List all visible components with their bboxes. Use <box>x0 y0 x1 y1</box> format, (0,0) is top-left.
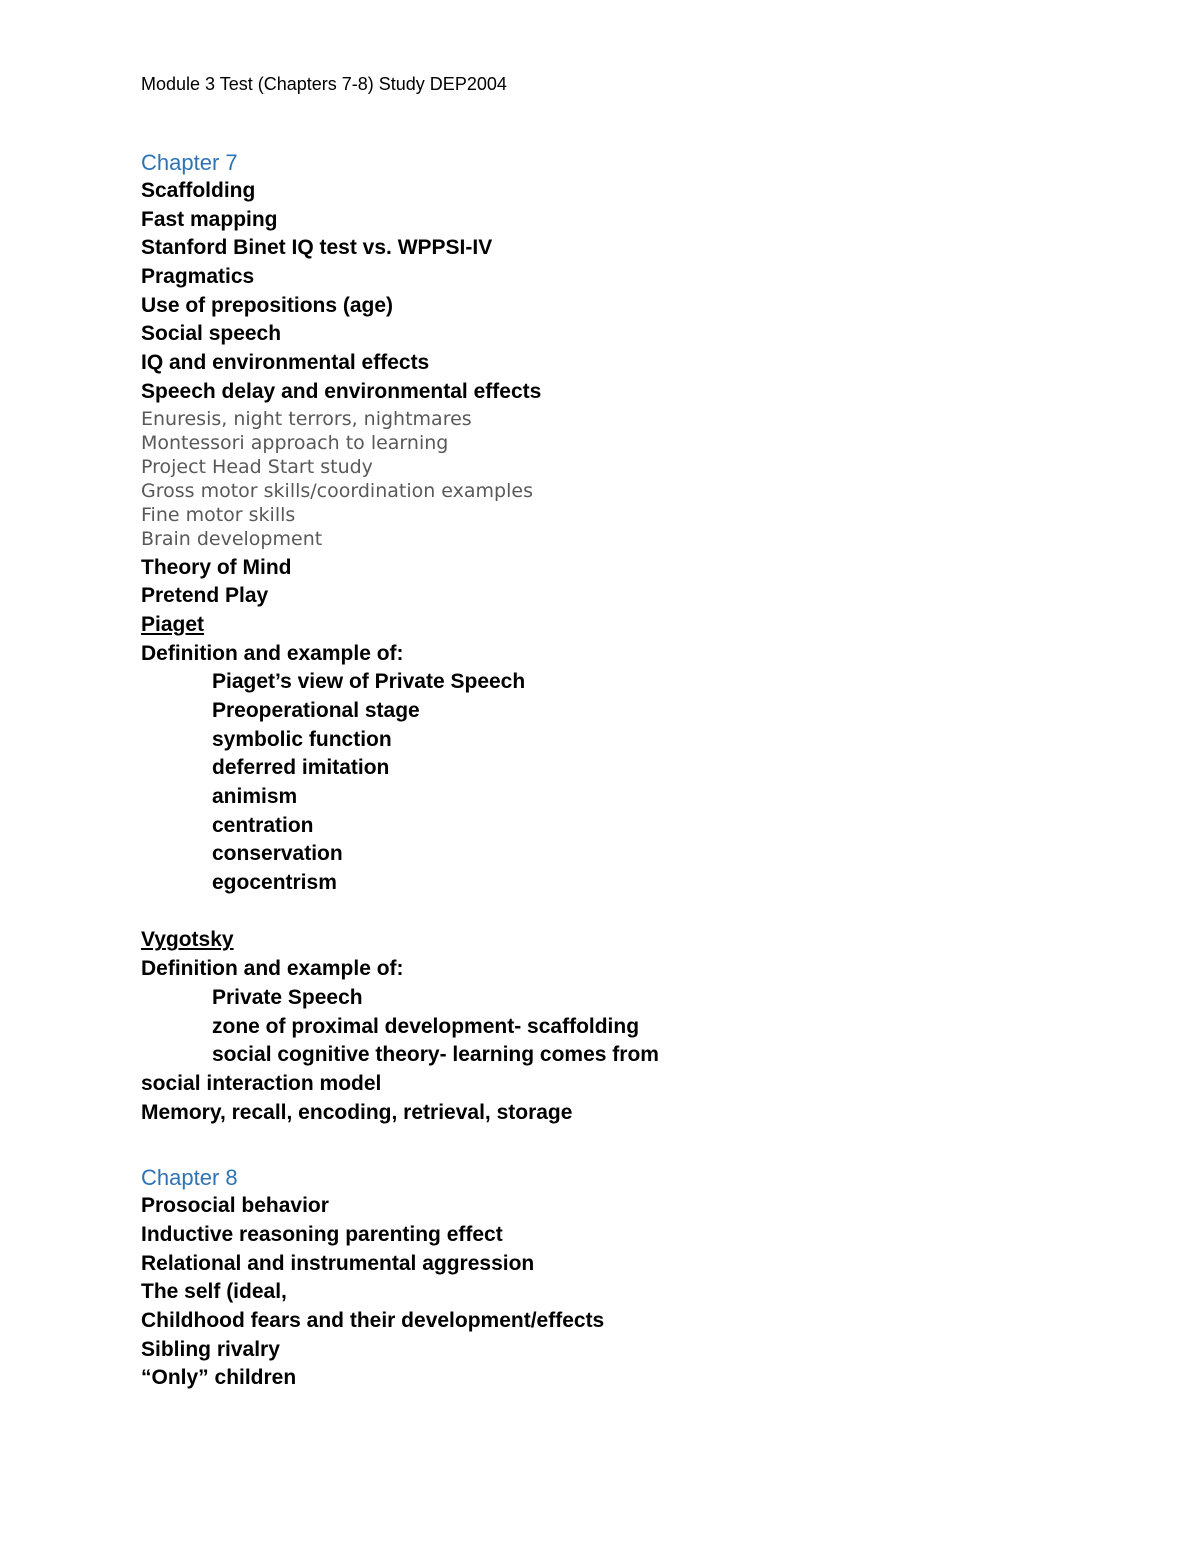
list-item: “Only” children <box>141 1366 297 1390</box>
piaget-heading: Piaget <box>141 612 205 636</box>
chapter-7-heading: Chapter 7 <box>141 150 238 175</box>
list-item: Sibling rivalry <box>141 1337 280 1361</box>
list-item: Stanford Binet IQ test vs. WPPSI-IV <box>141 236 493 260</box>
chapter-8-heading: Chapter 8 <box>141 1165 238 1191</box>
piaget-subitem: egocentrism <box>212 871 337 895</box>
list-item: Pragmatics <box>141 265 255 289</box>
list-item: Relational and instrumental aggression <box>141 1251 535 1275</box>
list-item: Childhood fears and their development/effects <box>141 1309 605 1332</box>
document-content <box>141 148 1101 1393</box>
piaget-subitem: animism <box>212 785 298 808</box>
piaget-subitem: centration <box>212 813 314 837</box>
piaget-subitem: deferred imitation <box>212 756 390 780</box>
gray-list-item: Enuresis, night terrors, nightmares <box>141 407 472 430</box>
piaget-subitem: Piaget’s view of Private Speech <box>212 670 526 694</box>
vygotsky-subitem: Private Speech <box>212 985 363 1009</box>
vygotsky-intro: Definition and example of: <box>141 957 404 981</box>
list-item: Speech delay and environmental effects <box>141 379 542 403</box>
piaget-subitem: conservation <box>212 842 343 866</box>
list-item: Fast mapping <box>141 207 278 231</box>
list-item: The self (ideal, <box>141 1280 287 1304</box>
gray-list-item: Fine motor skills <box>141 503 296 526</box>
list-item: Use of prepositions (age) <box>141 293 394 317</box>
list-item: Scaffolding <box>141 179 256 202</box>
gray-list-item: Brain development <box>141 527 323 550</box>
list-item: Pretend Play <box>141 584 269 608</box>
list-item: Theory of Mind <box>141 555 292 579</box>
vygotsky-subitem: social cognitive theory- learning comes from <box>212 1043 659 1067</box>
gray-list-item: Montessori approach to learning <box>141 431 449 454</box>
gray-list-item: Gross motor skills/coordination examples <box>141 479 533 502</box>
list-item: Social speech <box>141 322 282 346</box>
list-item: social interaction model <box>141 1071 382 1095</box>
blank-line <box>141 898 1101 927</box>
list-item: Inductive reasoning parenting effect <box>141 1222 503 1246</box>
vygotsky-subitem: zone of proximal development- scaffolding <box>212 1014 640 1038</box>
vygotsky-heading: Vygotsky <box>141 928 234 952</box>
piaget-subitem: Preoperational stage <box>212 698 420 722</box>
gray-list-item: Project Head Start study <box>141 455 373 478</box>
list-item: Prosocial behavior <box>141 1194 329 1218</box>
document-title: Module 3 Test (Chapters 7-8) Study DEP2004 <box>141 74 507 94</box>
list-item: Memory, recall, encoding, retrieval, storage <box>141 1100 573 1124</box>
blank-line <box>141 1127 1101 1163</box>
piaget-subitem: symbolic function <box>212 727 392 751</box>
list-item: IQ and environmental effects <box>141 351 430 375</box>
piaget-intro: Definition and example of: <box>141 641 404 665</box>
